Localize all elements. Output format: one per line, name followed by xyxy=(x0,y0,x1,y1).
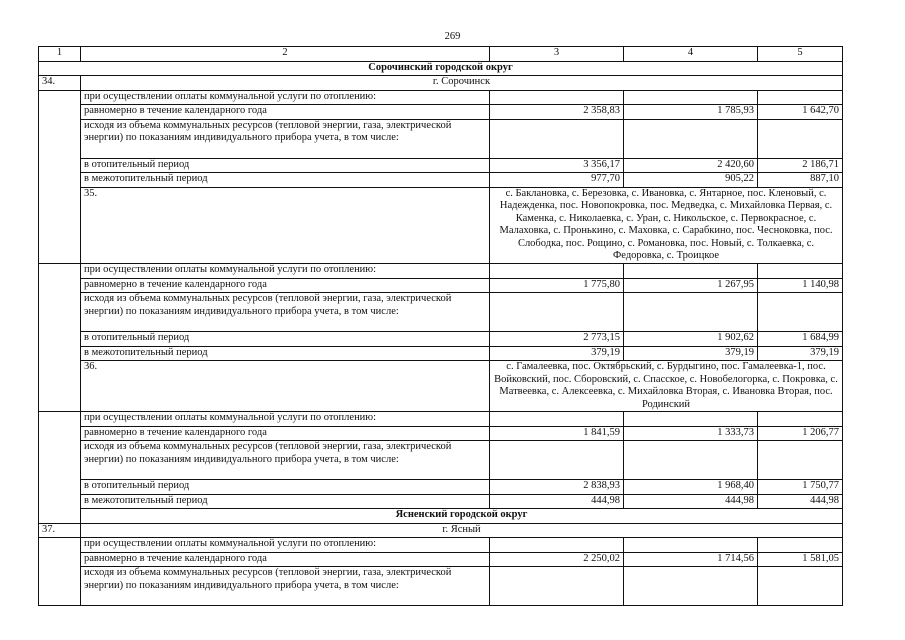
empty-cell xyxy=(758,538,843,553)
entry-place: с. Баклановка, с. Березовка, с. Ивановка, с. Янтарное, пос. Кленовый, с. Надежденка, пос. Новопокровка, пос. Медведка, с. Михайловка Первая, с. Каменка, с. Николаевка, с. Уран, с. Никольское, с. Первокрасное, с. Малаховка, с. Пронькино, с. Маховка, с. Сарабкино, пос. Чесноковка, пос. Слободка, пос. Рощино, с. Романовка, пос. Новый, с. Толкаевка, с. Федоровка, с. Троицкое xyxy=(490,187,843,264)
table-row xyxy=(39,480,843,495)
table-row xyxy=(39,278,843,293)
intro-label: при осуществлении оплаты коммунальной услуги по отоплению: xyxy=(81,412,490,427)
intro-label: при осуществлении оплаты коммунальной услуги по отоплению: xyxy=(81,538,490,553)
entry-place: г. Сорочинск xyxy=(81,76,843,91)
header-col-5: 5 xyxy=(758,47,843,62)
value-cell: 2 358,83 xyxy=(490,105,624,120)
empty-cell xyxy=(624,412,758,427)
nonheating-label: в межотопительный период xyxy=(81,494,490,509)
meter-label: исходя из объема коммунальных ресурсов (тепловой энергии, газа, электрической энергии) по показаниям индивидуального прибора учета, в том числе: xyxy=(81,293,490,332)
value-cell: 1 333,73 xyxy=(624,426,758,441)
nonheating-label: в межотопительный период xyxy=(81,173,490,188)
meter-label: исходя из объема коммунальных ресурсов (тепловой энергии, газа, электрической энергии) по показаниям индивидуального прибора учета, в том числе: xyxy=(81,567,490,606)
value-cell: 379,19 xyxy=(758,346,843,361)
table-row xyxy=(39,412,843,427)
uniform-label: равномерно в течение календарного года xyxy=(81,105,490,120)
empty-cell xyxy=(758,293,843,332)
empty-cell xyxy=(624,538,758,553)
district-row xyxy=(39,61,843,76)
meter-label: исходя из объема коммунальных ресурсов (тепловой энергии, газа, электрической энергии) по показаниям индивидуального прибора учета, в том числе: xyxy=(81,119,490,158)
table-row xyxy=(39,119,843,158)
entry-number: 34. xyxy=(39,76,81,91)
entry-place: с. Гамалеевка, пос. Октябрьский, с. Бурдыгино, пос. Гамалеевка-1, пос. Войковский, пос. Сборовский, с. Спасское, с. Новобелогорка, с. Покровка, с. Матвеевка, с. Алексеевка, с. Михайловка Вторая, с. Ивановка Вторая, пос. Родинский xyxy=(490,361,843,412)
table-row xyxy=(39,494,843,509)
table-row xyxy=(39,346,843,361)
value-cell: 887,10 xyxy=(758,173,843,188)
heating-label: в отопительный период xyxy=(81,480,490,495)
header-col-4: 4 xyxy=(624,47,758,62)
value-cell: 1 902,62 xyxy=(624,332,758,347)
header-col-2: 2 xyxy=(81,47,490,62)
index-spacer xyxy=(39,264,81,412)
table-row xyxy=(39,538,843,553)
empty-cell xyxy=(758,264,843,279)
nonheating-label: в межотопительный период xyxy=(81,346,490,361)
value-cell: 1 841,59 xyxy=(490,426,624,441)
table-row xyxy=(39,264,843,279)
meter-label: исходя из объема коммунальных ресурсов (тепловой энергии, газа, электрической энергии) по показаниям индивидуального прибора учета, в том числе: xyxy=(81,441,490,480)
empty-cell xyxy=(490,293,624,332)
table-row xyxy=(39,173,843,188)
value-cell: 2 250,02 xyxy=(490,552,624,567)
entry-place: г. Ясный xyxy=(81,523,843,538)
empty-cell xyxy=(490,538,624,553)
empty-cell xyxy=(758,567,843,606)
empty-cell xyxy=(490,119,624,158)
value-cell: 2 420,60 xyxy=(624,158,758,173)
header-row xyxy=(39,47,843,62)
uniform-label: равномерно в течение календарного года xyxy=(81,552,490,567)
value-cell: 1 267,95 xyxy=(624,278,758,293)
entry-number: 36. xyxy=(81,361,490,412)
empty-cell xyxy=(490,412,624,427)
page-number: 269 xyxy=(444,31,461,42)
value-cell: 2 838,93 xyxy=(490,480,624,495)
value-cell: 905,22 xyxy=(624,173,758,188)
empty-cell xyxy=(490,264,624,279)
value-cell: 3 356,17 xyxy=(490,158,624,173)
value-cell: 1 206,77 xyxy=(758,426,843,441)
empty-cell xyxy=(624,119,758,158)
header-col-3: 3 xyxy=(490,47,624,62)
value-cell: 1 775,80 xyxy=(490,278,624,293)
empty-cell xyxy=(490,567,624,606)
entry-place-row xyxy=(39,187,843,264)
value-cell: 1 968,40 xyxy=(624,480,758,495)
value-cell: 444,98 xyxy=(490,494,624,509)
heating-label: в отопительный период xyxy=(81,332,490,347)
heating-label: в отопительный период xyxy=(81,158,490,173)
table-row xyxy=(39,105,843,120)
intro-label: при осуществлении оплаты коммунальной услуги по отоплению: xyxy=(81,264,490,279)
tariff-table xyxy=(38,46,843,606)
empty-cell xyxy=(758,90,843,105)
empty-cell xyxy=(624,567,758,606)
empty-cell xyxy=(624,90,758,105)
value-cell: 1 785,93 xyxy=(624,105,758,120)
empty-cell xyxy=(758,441,843,480)
value-cell: 2 186,71 xyxy=(758,158,843,173)
table-row xyxy=(39,552,843,567)
index-spacer xyxy=(39,90,81,264)
district-row xyxy=(39,509,843,524)
district-name: Ясненский городской округ xyxy=(81,509,843,524)
table-row xyxy=(39,90,843,105)
entry-place-row xyxy=(39,76,843,91)
header-col-1: 1 xyxy=(39,47,81,62)
empty-cell xyxy=(758,119,843,158)
value-cell: 444,98 xyxy=(758,494,843,509)
value-cell: 1 750,77 xyxy=(758,480,843,495)
table-row xyxy=(39,426,843,441)
entry-number: 35. xyxy=(81,187,490,264)
empty-cell xyxy=(624,441,758,480)
table-row xyxy=(39,293,843,332)
uniform-label: равномерно в течение календарного года xyxy=(81,278,490,293)
empty-cell xyxy=(490,441,624,480)
value-cell: 379,19 xyxy=(624,346,758,361)
empty-cell xyxy=(758,412,843,427)
entry-number: 37. xyxy=(39,523,81,538)
empty-cell xyxy=(490,90,624,105)
value-cell: 1 714,56 xyxy=(624,552,758,567)
value-cell: 1 642,70 xyxy=(758,105,843,120)
value-cell: 977,70 xyxy=(490,173,624,188)
index-spacer xyxy=(39,412,81,524)
entry-place-row xyxy=(39,523,843,538)
index-spacer xyxy=(39,538,81,606)
table-row xyxy=(39,332,843,347)
district-name: Сорочинский городской округ xyxy=(39,61,843,76)
entry-place-row xyxy=(39,361,843,412)
table-row xyxy=(39,567,843,606)
value-cell: 444,98 xyxy=(624,494,758,509)
empty-cell xyxy=(624,264,758,279)
uniform-label: равномерно в течение календарного года xyxy=(81,426,490,441)
value-cell: 1 684,99 xyxy=(758,332,843,347)
value-cell: 2 773,15 xyxy=(490,332,624,347)
value-cell: 1 581,05 xyxy=(758,552,843,567)
intro-label: при осуществлении оплаты коммунальной услуги по отоплению: xyxy=(81,90,490,105)
empty-cell xyxy=(624,293,758,332)
table-row xyxy=(39,441,843,480)
table-row xyxy=(39,158,843,173)
value-cell: 1 140,98 xyxy=(758,278,843,293)
value-cell: 379,19 xyxy=(490,346,624,361)
